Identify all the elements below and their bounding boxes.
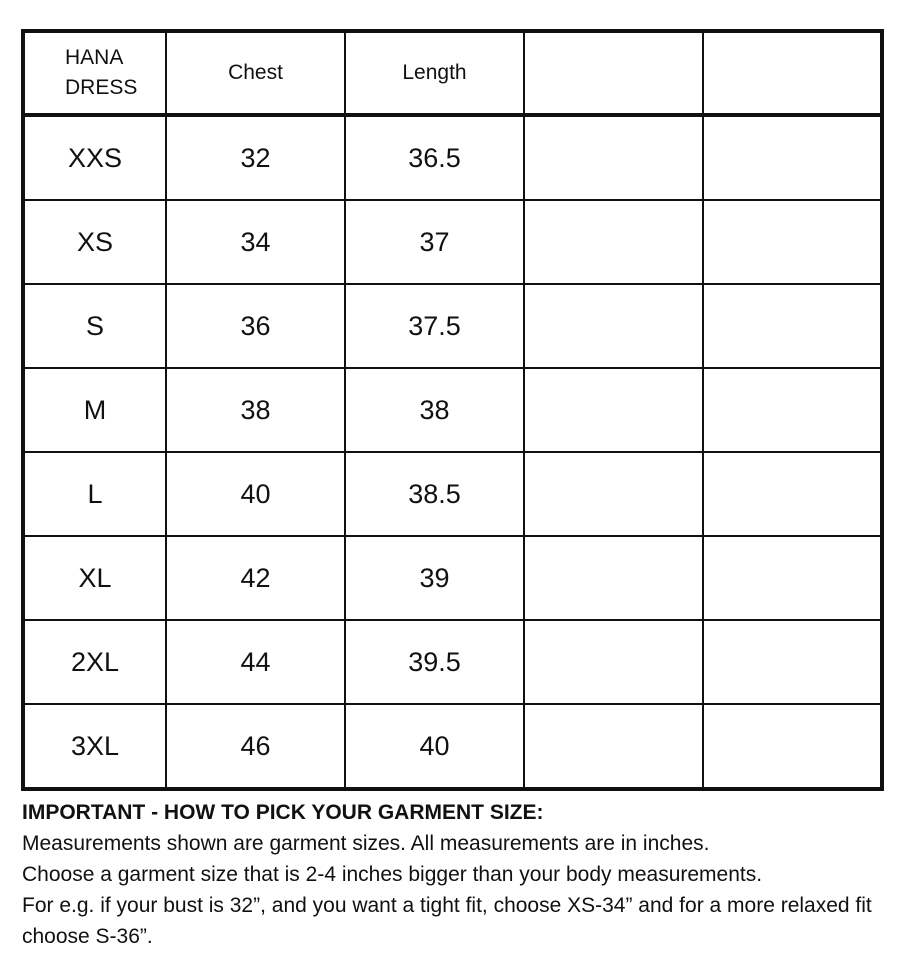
size-cell: S: [23, 284, 166, 368]
empty-cell: [524, 452, 703, 536]
empty-cell: [703, 704, 882, 789]
notes-line: Choose a garment size that is 2-4 inches bigger than your body measurements.: [22, 863, 763, 886]
empty-cell: [703, 115, 882, 200]
table-row: [23, 704, 882, 789]
chest-cell: 36: [166, 284, 345, 368]
empty-cell: [524, 200, 703, 284]
product-name-line2: DRESS: [65, 76, 138, 99]
size-cell: L: [23, 452, 166, 536]
empty-cell: [524, 284, 703, 368]
header-empty-2: [703, 31, 882, 115]
table-row: [23, 284, 882, 368]
length-cell: 39: [345, 536, 524, 620]
empty-cell: [524, 620, 703, 704]
table-row: [23, 115, 882, 200]
notes-heading: IMPORTANT - HOW TO PICK YOUR GARMENT SIZE:: [22, 801, 544, 824]
size-cell: 2XL: [23, 620, 166, 704]
size-cell: 3XL: [23, 704, 166, 789]
chest-cell: 38: [166, 368, 345, 452]
chest-cell: 44: [166, 620, 345, 704]
empty-cell: [703, 368, 882, 452]
table-header-row: [23, 31, 882, 115]
chest-cell: 42: [166, 536, 345, 620]
length-cell: 39.5: [345, 620, 524, 704]
empty-cell: [703, 620, 882, 704]
notes-line: For e.g. if your bust is 32”, and you want a tight fit, choose XS-34” and for a more relaxed fit choose S-36”.: [22, 894, 872, 948]
length-cell: 40: [345, 704, 524, 789]
table-row: [23, 368, 882, 452]
chest-cell: 40: [166, 452, 345, 536]
length-cell: 38: [345, 368, 524, 452]
product-name-cell: [23, 31, 166, 115]
size-cell: M: [23, 368, 166, 452]
size-chart-table: [21, 29, 884, 791]
chest-cell: 46: [166, 704, 345, 789]
empty-cell: [703, 536, 882, 620]
notes-line: Measurements shown are garment sizes. All measurements are in inches.: [22, 832, 710, 855]
chest-cell: 32: [166, 115, 345, 200]
length-cell: 38.5: [345, 452, 524, 536]
header-length: Length: [345, 31, 524, 115]
empty-cell: [524, 704, 703, 789]
empty-cell: [703, 284, 882, 368]
length-cell: 37: [345, 200, 524, 284]
table-row: [23, 620, 882, 704]
empty-cell: [524, 115, 703, 200]
product-name-line1: HANA: [65, 46, 124, 69]
length-cell: 37.5: [345, 284, 524, 368]
table-row: [23, 536, 882, 620]
size-guide-notes: [22, 797, 892, 952]
empty-cell: [703, 452, 882, 536]
header-empty-1: [524, 31, 703, 115]
length-cell: 36.5: [345, 115, 524, 200]
empty-cell: [524, 368, 703, 452]
size-cell: XS: [23, 200, 166, 284]
empty-cell: [524, 536, 703, 620]
table-row: [23, 452, 882, 536]
empty-cell: [703, 200, 882, 284]
chest-cell: 34: [166, 200, 345, 284]
header-chest: Chest: [166, 31, 345, 115]
size-cell: XXS: [23, 115, 166, 200]
table-row: [23, 200, 882, 284]
size-cell: XL: [23, 536, 166, 620]
